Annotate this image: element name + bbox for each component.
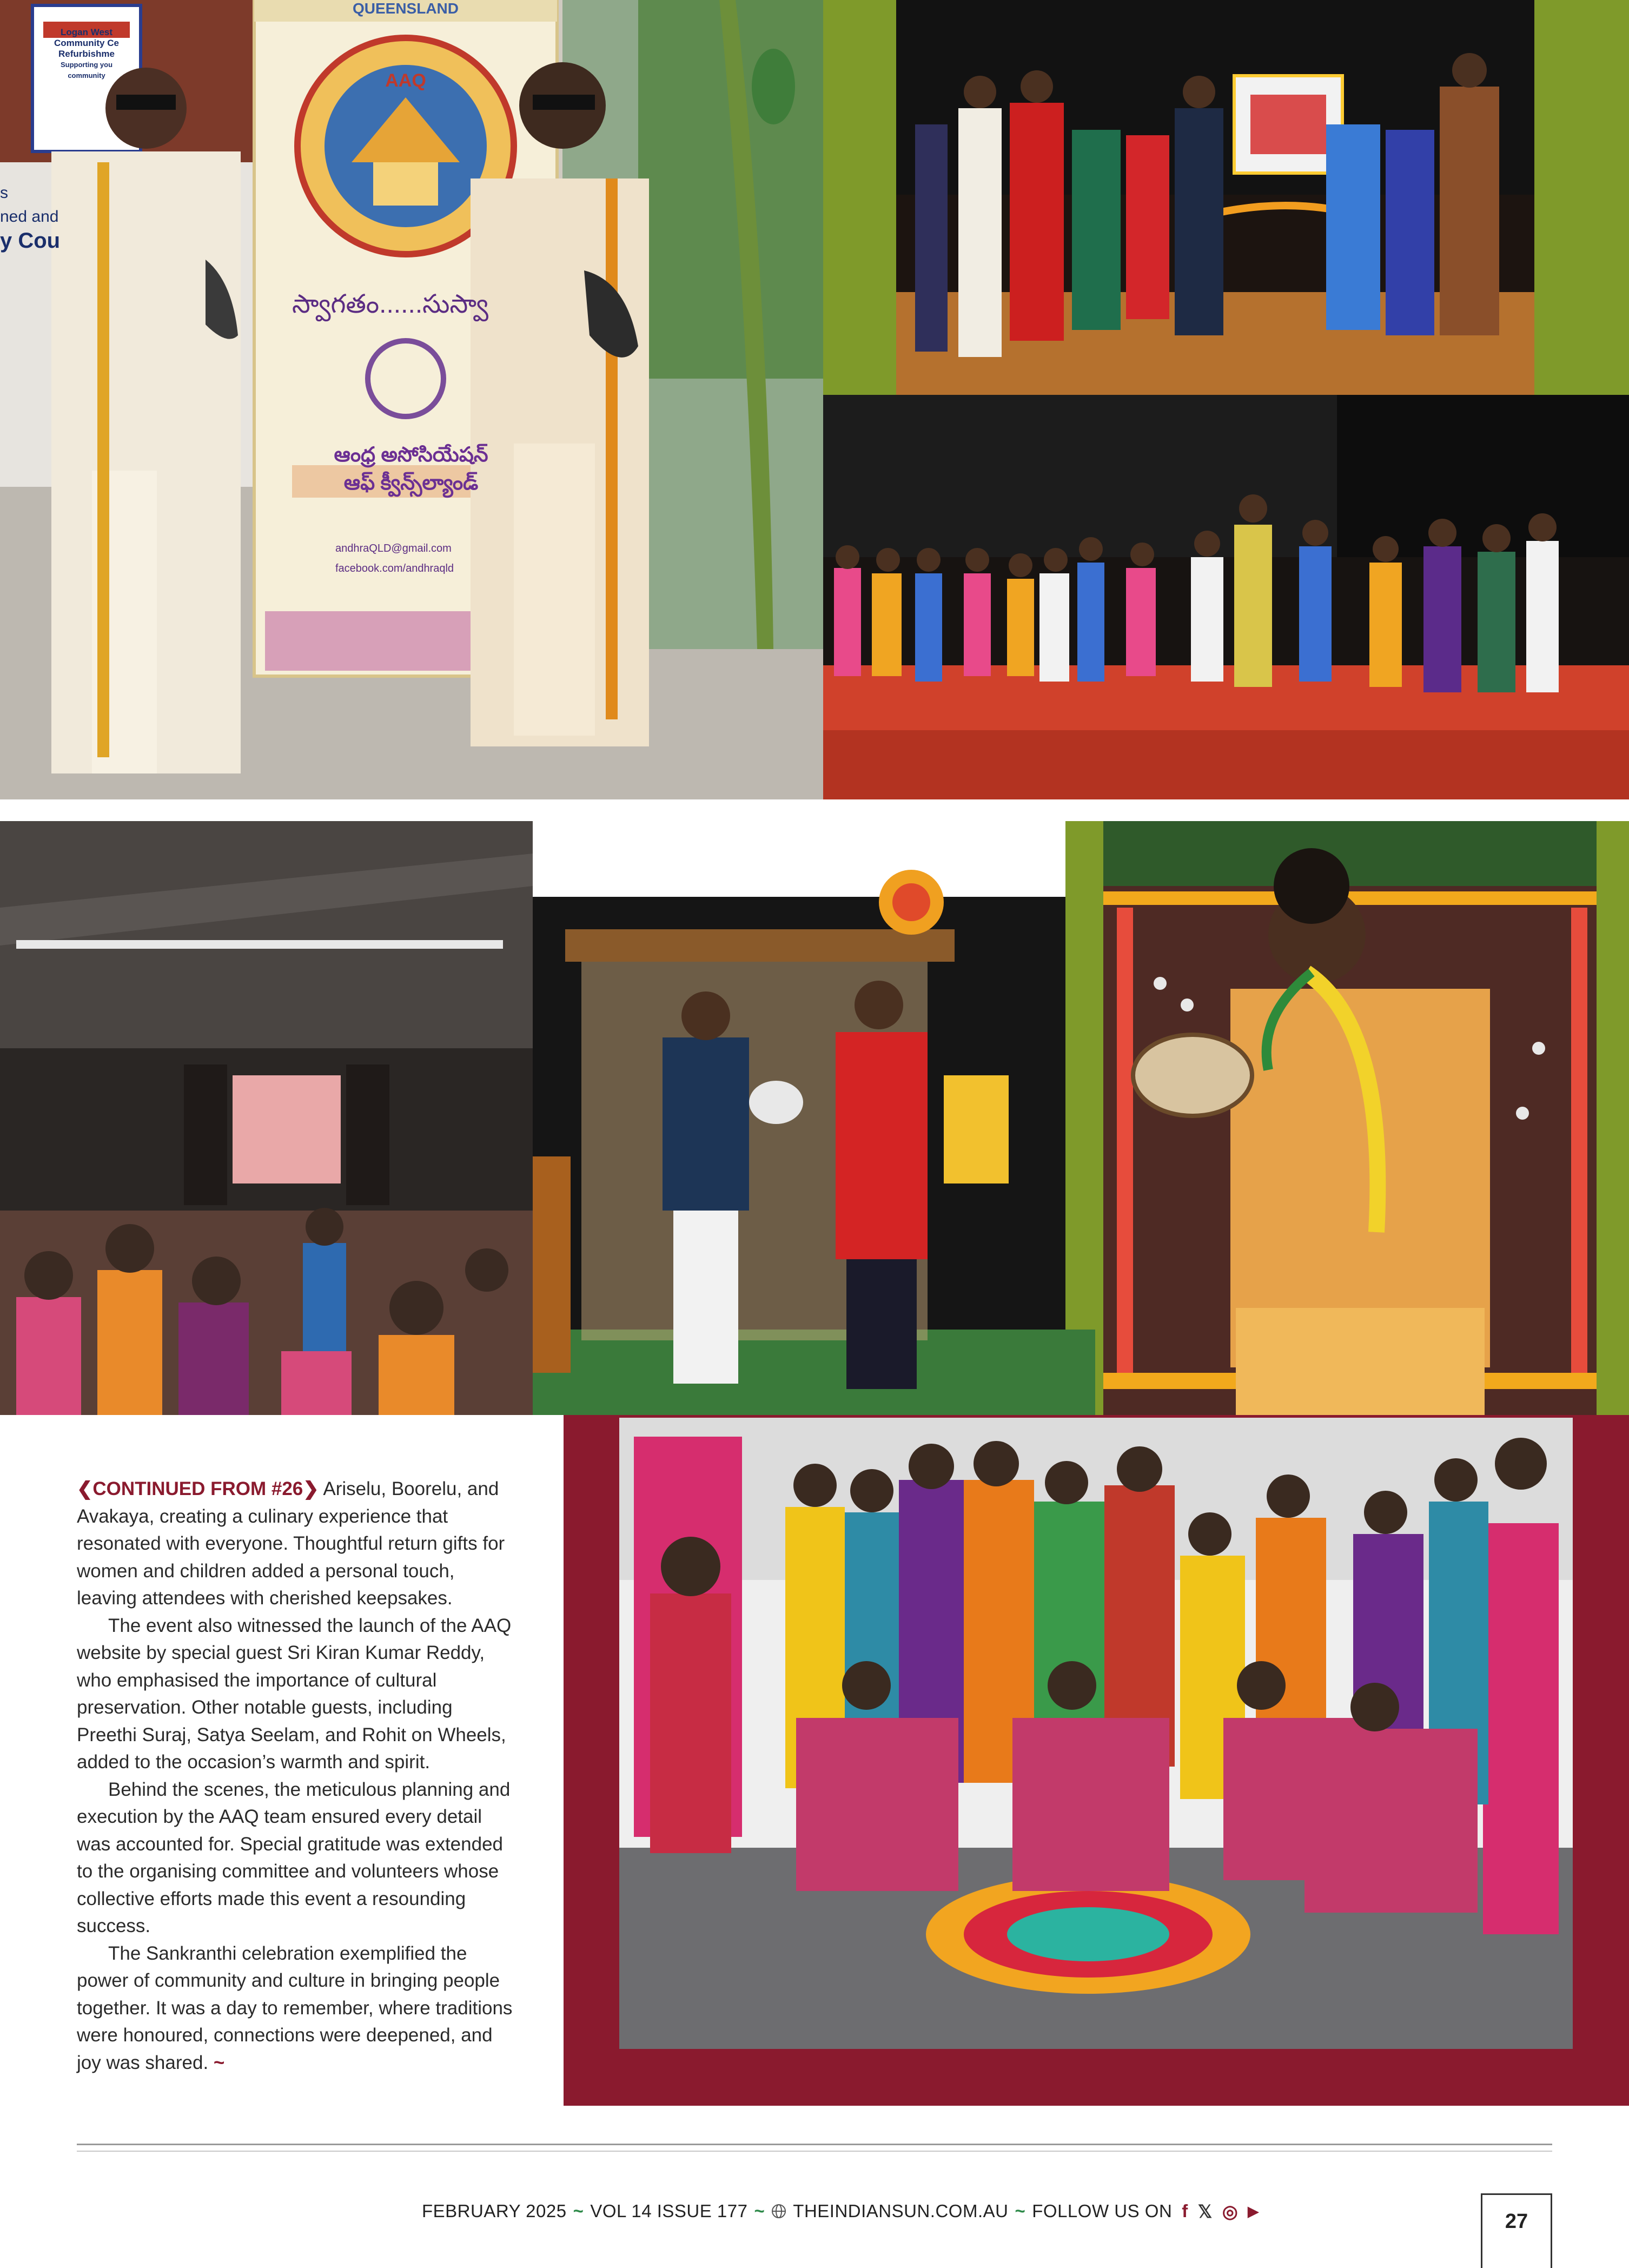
issue-date: FEBRUARY 2025 bbox=[422, 2201, 567, 2221]
photo-men-with-banner-image bbox=[0, 0, 823, 799]
photo-guests-on-stage-image bbox=[823, 0, 1629, 395]
article-paragraph-4-text: The Sankranthi celebration exemplified the power of community and culture in bringing people together. It was a day to remember, where traditions were honoured, connections were deepened, and joy was shared. bbox=[77, 1942, 513, 2073]
continued-from-marker[interactable]: ❮CONTINUED FROM #26❯ bbox=[77, 1478, 319, 1499]
article-paragraph-1-text: Ariselu, Boorelu, and Avakaya, creating a culinary experience that resonated with everyone. Thoughtful return gifts for women and children added a personal touch, leaving attendees with cherished keepsakes. bbox=[77, 1478, 505, 1609]
community-sign bbox=[32, 27, 141, 81]
banner-association-text: ఆంధ్ర అసోసియేషన్ ఆఫ్ క్వీన్స్‌ల్యాండ్ bbox=[334, 444, 488, 494]
photo-auditorium-crowd-image bbox=[0, 821, 533, 1415]
sign-line: Community Ce bbox=[54, 38, 119, 48]
wall-line: s bbox=[0, 184, 8, 202]
photo-rooster-exchange bbox=[533, 821, 1095, 1415]
wall-poster-text bbox=[0, 181, 60, 253]
end-mark-icon: ~ bbox=[213, 2052, 225, 2073]
wall-line: ned and bbox=[0, 208, 59, 226]
sign-line: Supporting you bbox=[60, 61, 113, 69]
issue-volume: VOL 14 ISSUE 177 bbox=[590, 2201, 748, 2221]
banner-logo-text: AAQ bbox=[385, 70, 426, 91]
page-number: 27 bbox=[1505, 2210, 1528, 2233]
banner-email: andhraQLD@gmail.com bbox=[335, 543, 452, 554]
photo-performer-instrument bbox=[1095, 821, 1629, 1415]
photo-women-rangoli-image bbox=[564, 1415, 1629, 2106]
footer-rule bbox=[77, 2144, 1552, 2145]
banner-header-text: QUEENSLAND bbox=[352, 0, 459, 17]
footer-bar bbox=[422, 2195, 1259, 2227]
follow-us-label: FOLLOW US ON bbox=[1032, 2201, 1173, 2221]
photo-performer-instrument-image bbox=[1095, 821, 1629, 1415]
article-paragraph-3: Behind the scenes, the meticulous planning and execution by the AAQ team ensured every detail was accounted for. Special gratitude was extended to the organising committee and volunteers whose collective efforts made this event a resounding success. bbox=[77, 1778, 511, 1936]
article-paragraph-4 bbox=[77, 1940, 515, 2077]
website-link[interactable]: THEINDIANSUN.COM.AU bbox=[793, 2201, 1009, 2221]
globe-icon bbox=[771, 2204, 786, 2219]
sign-line: Refurbishme bbox=[58, 49, 115, 59]
article-paragraph-1 bbox=[77, 1476, 515, 1612]
sign-line: community bbox=[68, 71, 105, 80]
photo-dancers-group-image bbox=[823, 395, 1629, 799]
banner-welcome-text: స్వాగతం......సుస్వా bbox=[292, 290, 488, 319]
banner-facebook: facebook.com/andhraqld bbox=[335, 563, 454, 574]
photo-rooster-exchange-image bbox=[533, 821, 1095, 1415]
article-paragraph-2: The event also witnessed the launch of the AAQ website by special guest Sri Kiran Kumar Reddy, who emphasised the importance of cultural preservation. Other notable guests, including Preethi Suraj, Satya Seelam, and Rohit on Wheels, added to the occasion’s warmth and spirit. bbox=[77, 1615, 512, 1773]
facebook-icon[interactable]: f bbox=[1182, 2201, 1188, 2221]
photo-men-with-banner bbox=[0, 0, 823, 799]
instagram-icon[interactable]: ◎ bbox=[1222, 2201, 1239, 2221]
separator-icon: ~ bbox=[1015, 2201, 1026, 2221]
separator-icon: ~ bbox=[754, 2201, 765, 2221]
photo-women-rangoli bbox=[564, 1415, 1629, 2106]
x-twitter-icon[interactable]: 𝕏 bbox=[1197, 2201, 1213, 2221]
youtube-icon[interactable]: ▶ bbox=[1248, 2203, 1259, 2219]
article-body bbox=[77, 1476, 515, 2077]
sign-line: Logan West bbox=[60, 27, 113, 37]
page-number-box bbox=[1481, 2193, 1552, 2268]
photo-auditorium-crowd bbox=[0, 821, 533, 1415]
separator-icon: ~ bbox=[573, 2201, 584, 2221]
footer-rule-secondary bbox=[77, 2151, 1552, 2152]
photo-dancers-group bbox=[823, 395, 1629, 799]
photo-guests-on-stage bbox=[823, 0, 1629, 395]
wall-line: y Cou bbox=[0, 229, 61, 253]
